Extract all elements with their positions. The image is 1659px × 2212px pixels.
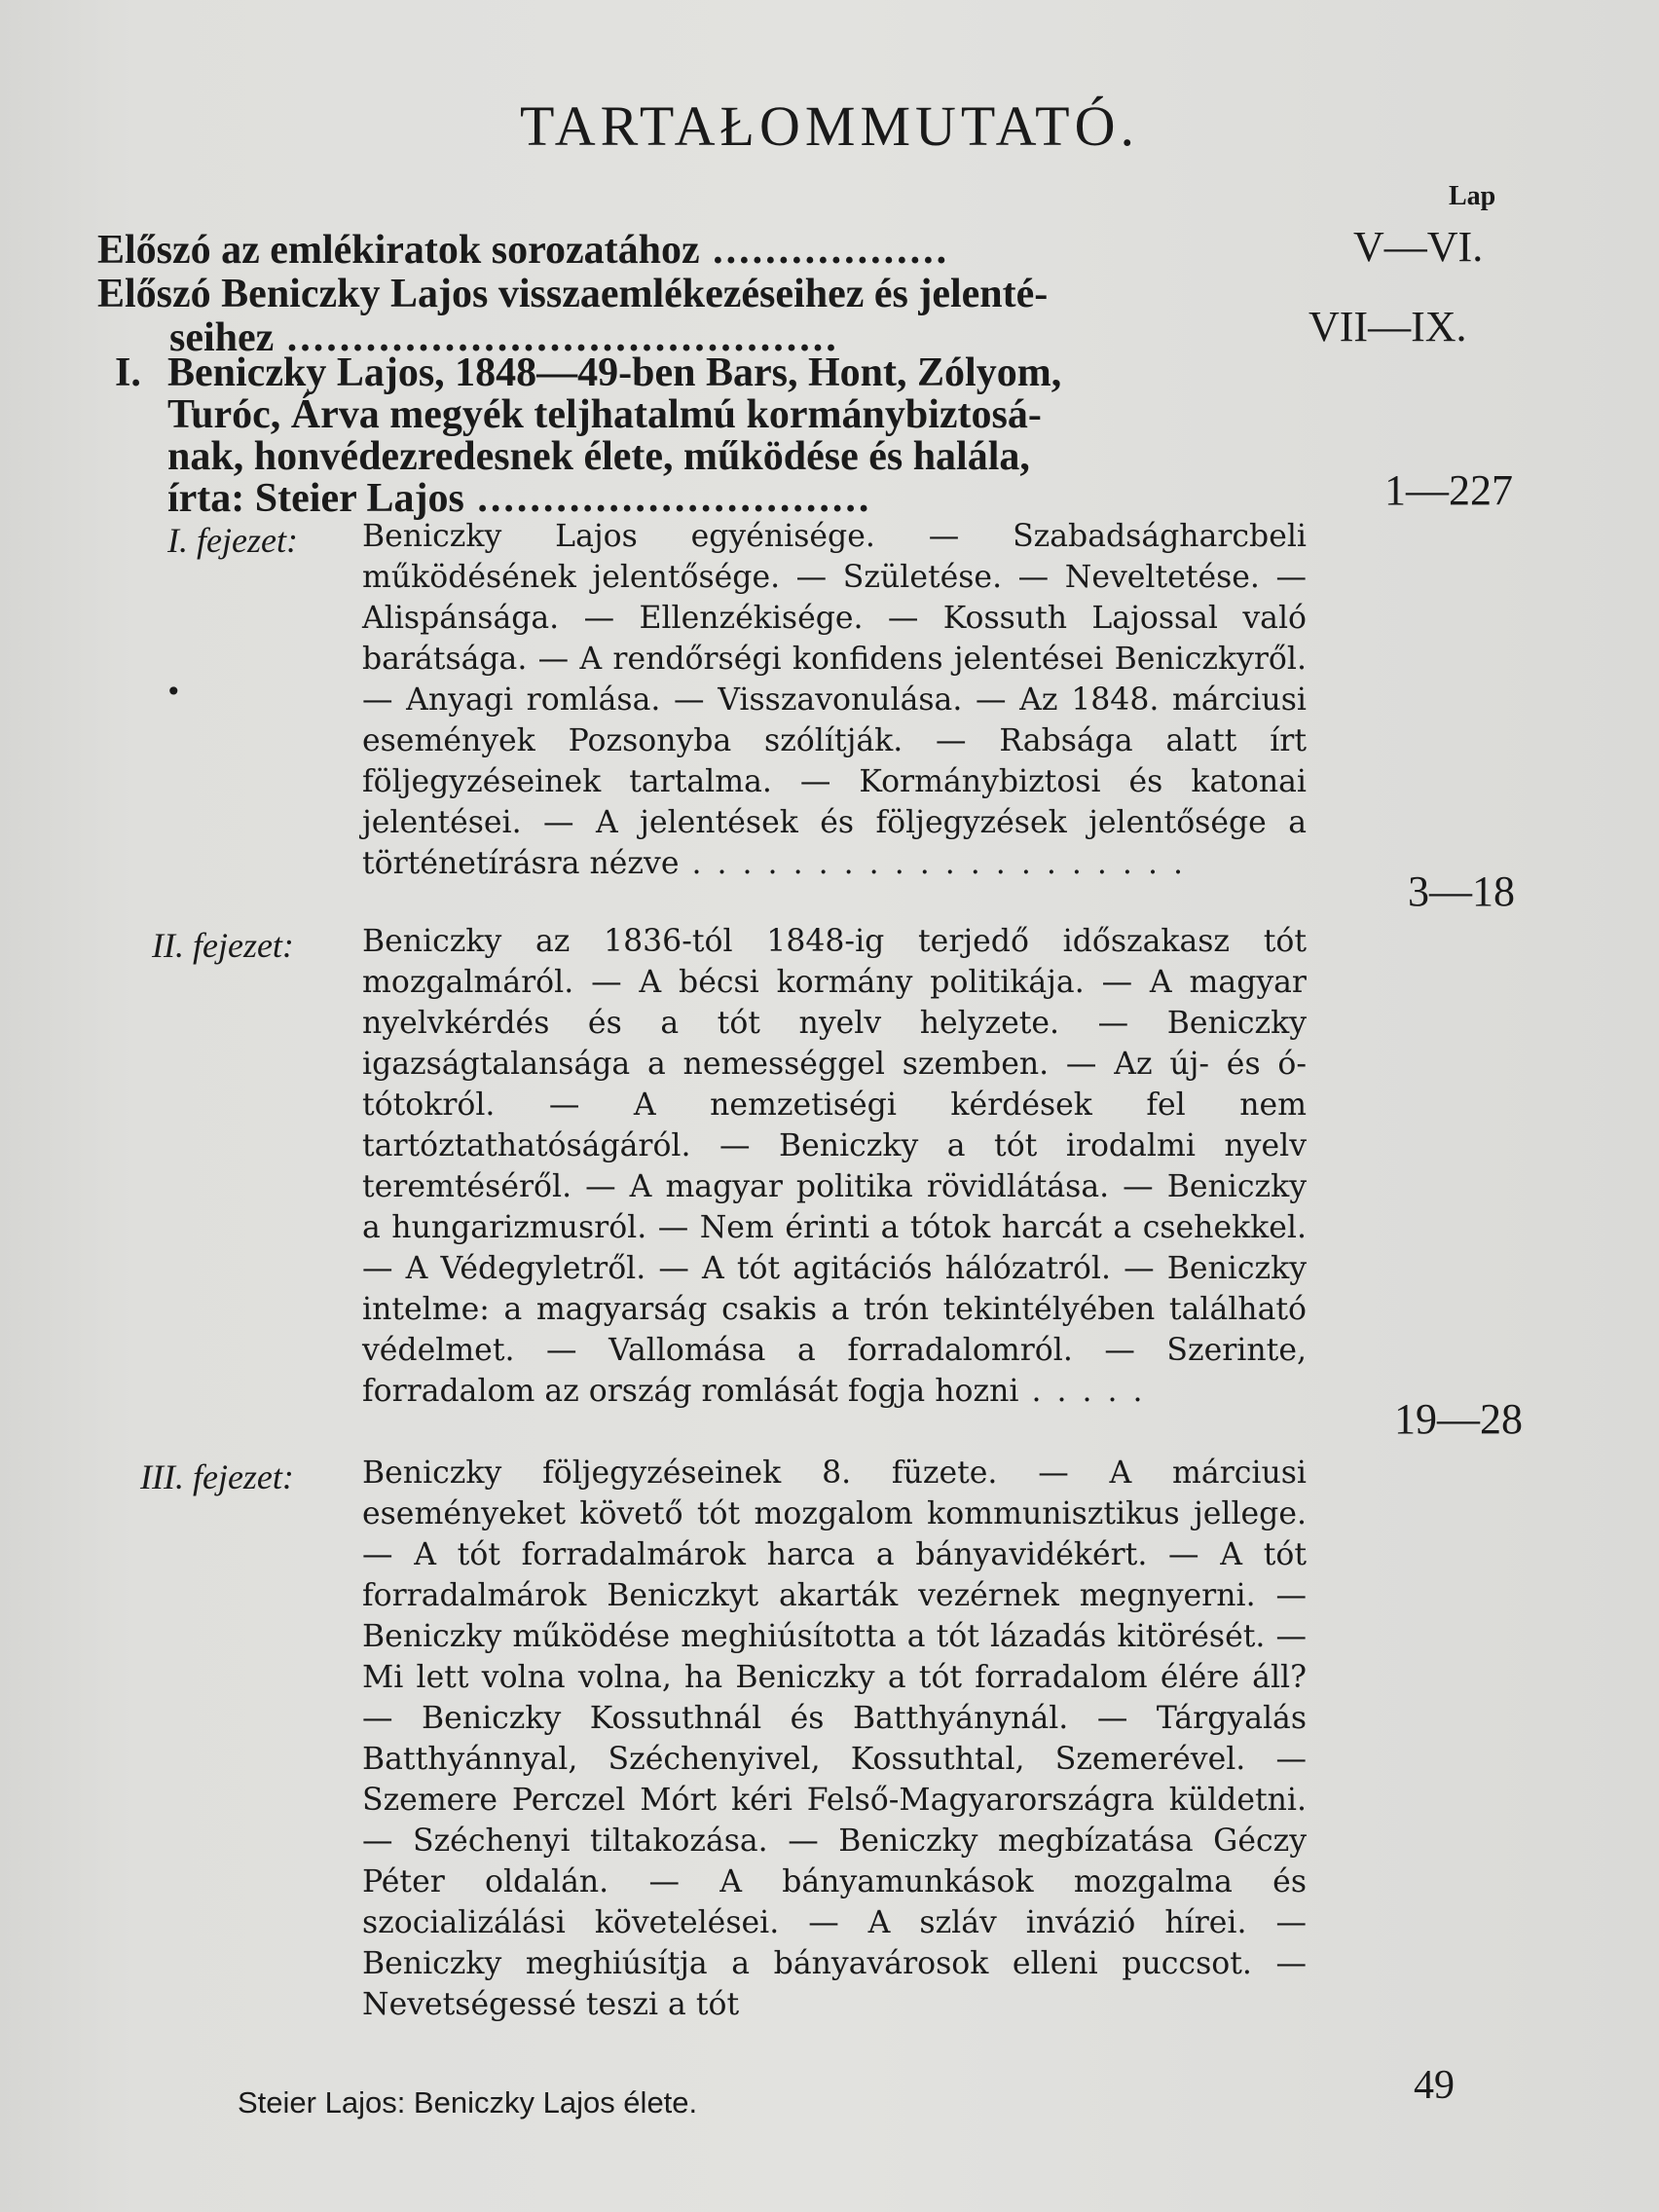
entry-title: seihez xyxy=(169,315,275,360)
leader-dots: . . . . . . . . . . . . . . . . . . . . xyxy=(679,846,1186,881)
entry-title: Előszó az emlékiratok sorozatához xyxy=(97,228,700,273)
page-title: TARTAŁOMMUTATÓ. xyxy=(520,94,1139,158)
chapter-pages: 3—18 xyxy=(1408,867,1515,915)
leader-dots: .......................................... xyxy=(274,315,839,360)
chapter-text: Beniczky Lajos egyénisége. — Szabadságharcbeli működésének jelentősége. — Születése. — Neveltetése. — Alispánsága. — Ellenzékisége. — Kossuth Lajossal való barátsága. — A rendőrségi konfidens jelentései Beniczkyről. — Anyagi romlása. — Visszavonulása. — Az 1848. márciusi események Pozsonyba szólítják. — Rabsága alatt írt följegyzéseinek tartalma. — Kormánybiztosi és katonai jelentései. — A jelentések és följegyzések jelentősége a történetírásra nézve xyxy=(362,519,1307,881)
chapter-text: Beniczky följegyzéseinek 8. füzete. — A márciusi eseményeket követő tót mozgalom kommunisztikus jellege. — A tót forradalmárok harca a bányavidékért. — A tót forradalmárok Beniczkyt akarták vezérnek megnyerni. — Beniczky működése meghiúsította a tót lázadás kitörését. — Mi lett volna volna, ha Beniczky a tót forradalom élére áll? — Beniczky Kossuthnál és Batthyánynál. — Tárgyalás Batthyánnyal, Széchenyivel, Kossuthtal, Szemerével. — Szemere Perczel Mórt kéri Felső-Magyarországra küldetni. — Széchenyi tiltakozása. — Beniczky megbízatása Géczy Péter oldalán. — A bányamunkások mozgalma és szocializálási követelései. — A szláv invázió hírei. — Beniczky meghiúsítja a bányavárosok elleni puccsot. — Nevetségessé teszi a tót xyxy=(362,1456,1307,2022)
toc-entry-number: I. xyxy=(115,350,141,395)
chapter-label: II. fejezet: xyxy=(152,926,294,965)
toc-entry-main-line4 xyxy=(167,478,871,519)
toc-entry-main-line1: Beniczky Lajos, 1848—49-ben Bars, Hont, Zólyom, xyxy=(167,350,1062,395)
entry-pages: 1—227 xyxy=(1384,466,1513,514)
toc-entry-main-line2: Turóc, Árva megyék teljhatalmú kormánybiztosá- xyxy=(167,392,1042,437)
page-column-header: Lap xyxy=(1449,181,1496,211)
chapter-summary xyxy=(362,1453,1307,2025)
chapter-label: III. fejezet: xyxy=(140,1457,294,1496)
stray-mark: • xyxy=(166,676,182,708)
toc-entry-foreword-beniczky: Előszó Beniczky Lajos visszaemlékezéseihez és jelenté- xyxy=(97,272,1049,316)
leader-dots: . . . . . xyxy=(1018,1374,1146,1409)
leader-dots: .................. xyxy=(699,228,950,273)
chapter-summary xyxy=(362,516,1307,884)
chapter-pages: 19—28 xyxy=(1394,1395,1523,1443)
chapter-summary xyxy=(362,921,1307,1412)
entry-author: írta: Steier Lajos xyxy=(167,476,464,521)
chapter-label: I. fejezet: xyxy=(167,521,298,560)
page-number: 49 xyxy=(1414,2063,1455,2108)
entry-pages: V—VI. xyxy=(1353,223,1484,271)
running-footer: Steier Lajos: Beniczky Lajos élete. xyxy=(238,2085,698,2120)
chapter-text: Beniczky az 1836-tól 1848-ig terjedő időszakasz tót mozgalmáról. — A bécsi kormány politikája. — A magyar nyelvkérdés és a tót nyelv helyzete. — Beniczky igazságtalansága a nemességgel szemben. — Az új- és ó-tótokról. — A nemzetiségi kérdések fel nem tartóztathatóságáról. — Beniczky a tót irodalmi nyelv teremtéséről. — A magyar politika rövidlátása. — Beniczky a hungarizmusról. — Nem érinti a tótok harcát a csehekkel. — A Védegyletről. — A tót agitációs hálózatról. — Beniczky intelme: a magyarság csakis a trón tekintélyében található védelmet. — Vallomása a forradalomról. — Szerinte, forradalom az ország romlását fogja hozni xyxy=(362,924,1307,1409)
toc-entry-foreword-series xyxy=(97,230,949,271)
leader-dots: .............................. xyxy=(463,476,872,521)
toc-entry-main-line3: nak, honvédezredesnek élete, működése és halála, xyxy=(167,434,1030,479)
entry-pages: VII—IX. xyxy=(1309,303,1467,350)
